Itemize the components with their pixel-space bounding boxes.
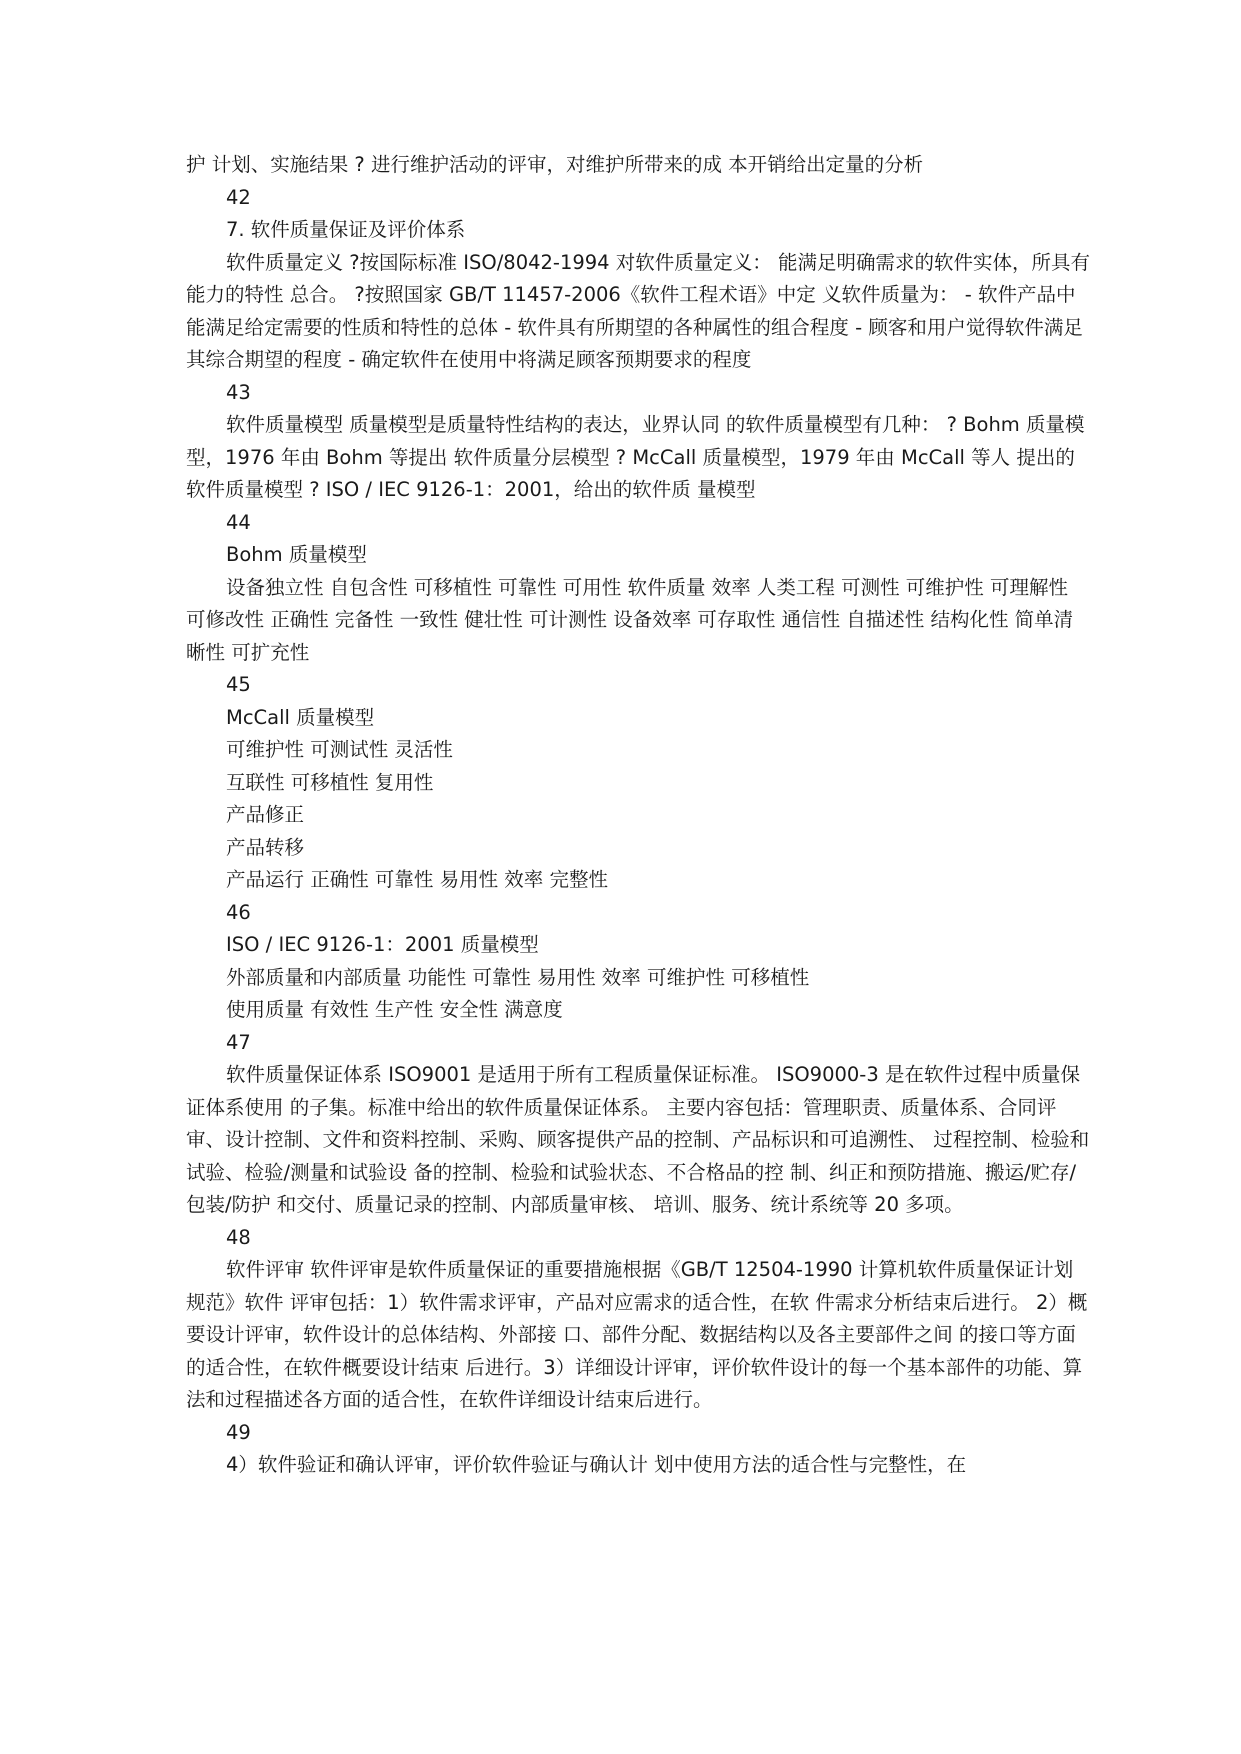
paragraph: 产品修正 xyxy=(226,803,305,826)
page-number: 49 xyxy=(226,1420,251,1444)
paragraph: Bohm 质量模型 xyxy=(226,543,367,566)
page-number: 45 xyxy=(226,673,251,696)
paragraph: 产品运行 正确性 可靠性 易用性 效率 完整性 xyxy=(226,868,608,891)
paragraph: 可维护性 可测试性 灵活性 xyxy=(226,738,453,761)
paragraph: 软件评审 软件评审是软件质量保证的重要措施根据《GB/T 12504-1990 计算机软件质量保证计划规范》软件 评审包括：1）软件需求评审，产品对应需求的适合性，在软 件需求分析结束后进行。 2）概要设计评审，软件设计的总体结构、外部接 口、部件分配、数据结构以及各主要部件之间 的接口等方面的适合性，在软件概要设计结束 后进行。3）详细设计评审，评价软件设计的每一个基本部件的功能、算法和过程描述各方面的适合性，在软件详细设计结束后进行。 xyxy=(186,1258,1088,1411)
paragraph: McCall 质量模型 xyxy=(226,705,375,729)
paragraph: 软件质量保证体系 ISO9001 是适用于所有工程质量保证标准。 ISO9000-3 是在软件过程中质量保证体系使用 的子集。标准中给出的软件质量保证体系。 主要内容包括：管理职责、质量体系、合同评审、设计控制、文件和资料控制、采购、顾客提供产品的控制、产品标识和可追溯性、 过程控制、检验和试验、检验/测量和试验设 备的控制、检验和试验状态、不合格品的控 制、纠正和预防措施、搬运/贮存/包装/防护 和交付、质量记录的控制、内部质量审核、 培训、服务、统计系统等 20 多项。 xyxy=(186,1063,1090,1216)
page-number: 44 xyxy=(226,510,251,534)
page-number: 43 xyxy=(226,380,251,404)
page-number: 46 xyxy=(226,900,251,924)
page-number: 47 xyxy=(226,1030,251,1054)
section-heading: 7. 软件质量保证及评价体系 xyxy=(226,218,466,241)
paragraph: ISO / IEC 9126-1：2001 质量模型 xyxy=(226,933,539,956)
paragraph: 护 计划、实施结果 ? 进行维护活动的评审，对维护所带来的成 本开销给出定量的分析 xyxy=(186,153,924,176)
paragraph: 软件质量定义 ?按国际标准 ISO/8042-1994 对软件质量定义： 能满足明确需求的软件实体，所具有能力的特性 总合。 ?按照国家 GB/T 11457-2006《软件工程术语》中定 义软件质量为： - 软件产品中能满足给定需要的性质和特性的总体 - 软件具有所期望的各种属性的组合程度 - 顾客和用户觉得软件满足其综合期望的程度 - 确定软件在使用中将满足顾客预期要求的程度 xyxy=(186,250,1090,371)
page-number: 48 xyxy=(226,1225,251,1249)
document-body xyxy=(186,149,1091,1482)
paragraph: 4）软件验证和确认评审，评价软件验证与确认计 划中使用方法的适合性与完整性，在 xyxy=(226,1453,967,1476)
paragraph: 外部质量和内部质量 功能性 可靠性 易用性 效率 可维护性 可移植性 xyxy=(226,965,810,989)
paragraph: 软件质量模型 质量模型是质量特性结构的表达，业界认同 的软件质量模型有几种： ? Bohm 质量模型，1976 年由 Bohm 等提出 软件质量分层模型 ? McCall 质量模型，1979 年由 McCall 等人 提出的软件质量模型 ? ISO / IEC 9126-1：2001，给出的软件质 量模型 xyxy=(186,413,1085,501)
page-number: 42 xyxy=(226,185,251,209)
paragraph: 产品转移 xyxy=(226,835,305,859)
paragraph: 互联性 可移植性 复用性 xyxy=(226,770,434,794)
paragraph: 使用质量 有效性 生产性 安全性 满意度 xyxy=(226,998,563,1021)
paragraph: 设备独立性 自包含性 可移植性 可靠性 可用性 软件质量 效率 人类工程 可测性 可维护性 可理解性 可修改性 正确性 完备性 一致性 健壮性 可计测性 设备效率 可存取性 通信性 自描述性 结构化性 简单清晰性 可扩充性 xyxy=(186,575,1075,664)
